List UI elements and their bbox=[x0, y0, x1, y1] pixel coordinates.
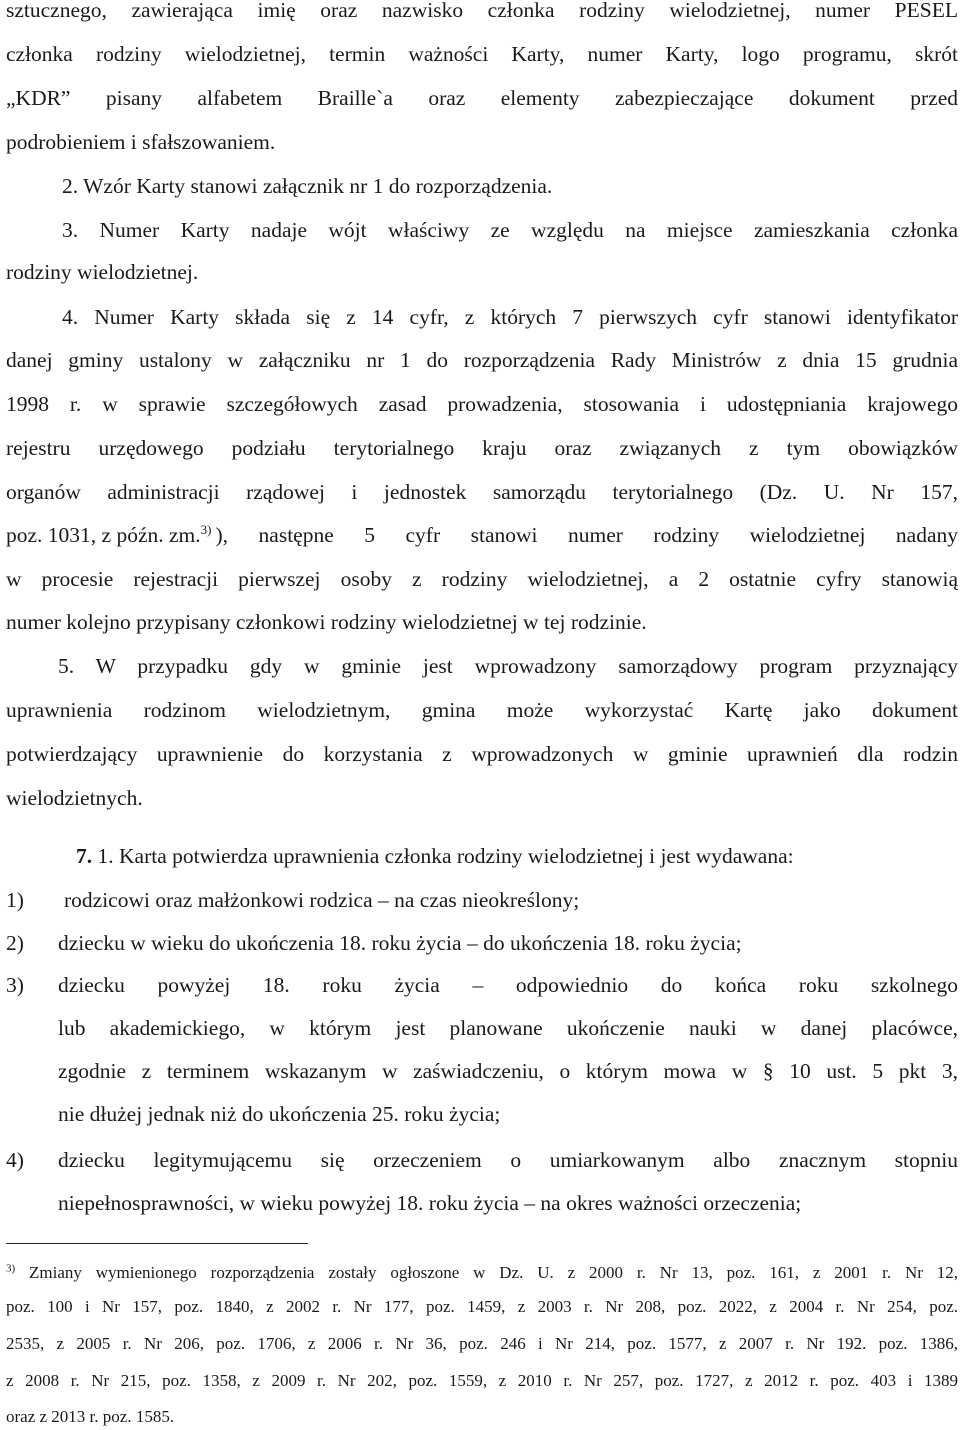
body-line: uprawnienia rodzinom wielodzietnym, gmina może wykorzystać Kartę jako dokument bbox=[6, 698, 958, 722]
body-line: sztucznego, zawierająca imię oraz nazwisko członka rodziny wielodzietnej, numer PESEL bbox=[6, 0, 958, 22]
list-item-continued: lub akademickiego, w którym jest planowane ukończenie nauki w danej placówce, bbox=[58, 1016, 958, 1040]
body-line: danej gminy ustalony w załączniku nr 1 do rozporządzenia Rady Ministrów z dnia 15 grudnia bbox=[6, 348, 958, 372]
section-text: 1. Karta potwierdza uprawnienia członka rodziny wielodzietnej i jest wydawana: bbox=[97, 844, 794, 868]
list-item-number: 3) bbox=[6, 973, 24, 997]
list-item-number: 1) bbox=[6, 888, 24, 912]
ref-text: poz. 1031, z późn. zm. bbox=[6, 523, 201, 547]
paragraph-3: 3. Numer Karty nadaje wójt właściwy ze względu na miejsce zamieszkania członka bbox=[62, 218, 958, 242]
body-line: członka rodziny wielodzietnej, termin ważności Karty, numer Karty, logo programu, skrót bbox=[6, 42, 958, 66]
ref-text-start bbox=[6, 521, 212, 549]
paragraph-2: 2. Wzór Karty stanowi załącznik nr 1 do rozporządzenia. bbox=[62, 174, 553, 198]
body-line: rejestru urzędowego podziału terytorialnego kraju oraz związanych z tym obowiązków bbox=[6, 436, 958, 460]
list-item: dziecku w wieku do ukończenia 18. roku życia – do ukończenia 18. roku życia; bbox=[58, 931, 742, 955]
body-line: wielodzietnych. bbox=[6, 786, 143, 810]
body-line: organów administracji rządowej i jednostek samorządu terytorialnego (Dz. U. Nr 157, bbox=[6, 480, 958, 504]
footnote-line: oraz z 2013 r. poz. 1585. bbox=[6, 1407, 175, 1426]
footnote-line: 2535, z 2005 r. Nr 206, poz. 1706, z 2006 r. Nr 36, poz. 246 i Nr 214, poz. 1577, z 2007 r. Nr 192. poz. 1386, bbox=[6, 1334, 958, 1353]
paragraph-5: 5. W przypadku gdy w gminie jest wprowadzony samorządowy program przyznający bbox=[58, 654, 958, 678]
footnote-line bbox=[6, 1262, 958, 1284]
section-number: 7. bbox=[76, 844, 93, 868]
body-line: potwierdzający uprawnienie do korzystania z wprowadzonych w gminie uprawnień dla rodzin bbox=[6, 742, 958, 766]
list-item: rodzicowi oraz małżonkowi rodzica – na czas nieokreślony; bbox=[64, 888, 580, 912]
body-line: podrobieniem i sfałszowaniem. bbox=[6, 130, 276, 154]
list-item: dziecku legitymującemu się orzeczeniem o umiarkowanym albo znacznym stopniu bbox=[58, 1148, 958, 1172]
body-line: 1998 r. w sprawie szczegółowych zasad prowadzenia, stosowania i udostępniania krajowego bbox=[6, 392, 958, 416]
list-item-continued: zgodnie z terminem wskazanym w zaświadczeniu, o którym mowa w § 10 ust. 5 pkt 3, bbox=[58, 1059, 958, 1083]
list-item-continued: nie dłużej jednak niż do ukończenia 25. roku życia; bbox=[58, 1102, 501, 1126]
footnote-text: Zmiany wymienionego rozporządzenia zostały ogłoszone w Dz. U. z 2000 r. Nr 13, poz. 161, z 2001 r. Nr 12, bbox=[29, 1263, 958, 1282]
paragraph-4: 4. Numer Karty składa się z 14 cyfr, z których 7 pierwszych cyfr stanowi identyfikator bbox=[62, 305, 958, 329]
body-line-with-footnote-ref bbox=[6, 521, 958, 549]
footnote-reference[interactable]: 3) bbox=[200, 521, 212, 537]
list-item-continued: niepełnosprawności, w wieku powyżej 18. roku życia – na okres ważności orzeczenia; bbox=[58, 1191, 802, 1215]
footnote-marker: 3) bbox=[6, 1262, 16, 1275]
body-line: „KDR” pisany alfabetem Braille`a oraz elementy zabezpieczające dokument przed bbox=[6, 86, 958, 110]
body-line: numer kolejno przypisany członkowi rodziny wielodzietnej w tej rodzinie. bbox=[6, 610, 647, 634]
footnote-line: poz. 100 i Nr 157, poz. 1840, z 2002 r. Nr 177, poz. 1459, z 2003 r. Nr 208, poz. 2022, z 2004 r. Nr 254, poz. bbox=[6, 1297, 958, 1316]
list-item-number: 4) bbox=[6, 1148, 24, 1172]
body-line: w procesie rejestracji pierwszej osoby z rodziny wielodzietnej, a 2 ostatnie cyfry stanowią bbox=[6, 567, 958, 591]
footnote-separator bbox=[6, 1243, 308, 1244]
body-line: rodziny wielodzietnej. bbox=[6, 260, 199, 284]
list-item-number: 2) bbox=[6, 931, 24, 955]
list-item: dziecku powyżej 18. roku życia – odpowiednio do końca roku szkolnego bbox=[58, 973, 958, 997]
ref-text-end: ), następne 5 cyfr stanowi numer rodziny wielodzietnej nadany bbox=[215, 523, 958, 547]
footnote-line: z 2008 r. Nr 215, poz. 1358, z 2009 r. Nr 202, poz. 1559, z 2010 r. Nr 257, poz. 1727, z 2012 r. poz. 403 i 1389 bbox=[6, 1371, 958, 1390]
section-7-heading bbox=[76, 842, 958, 870]
